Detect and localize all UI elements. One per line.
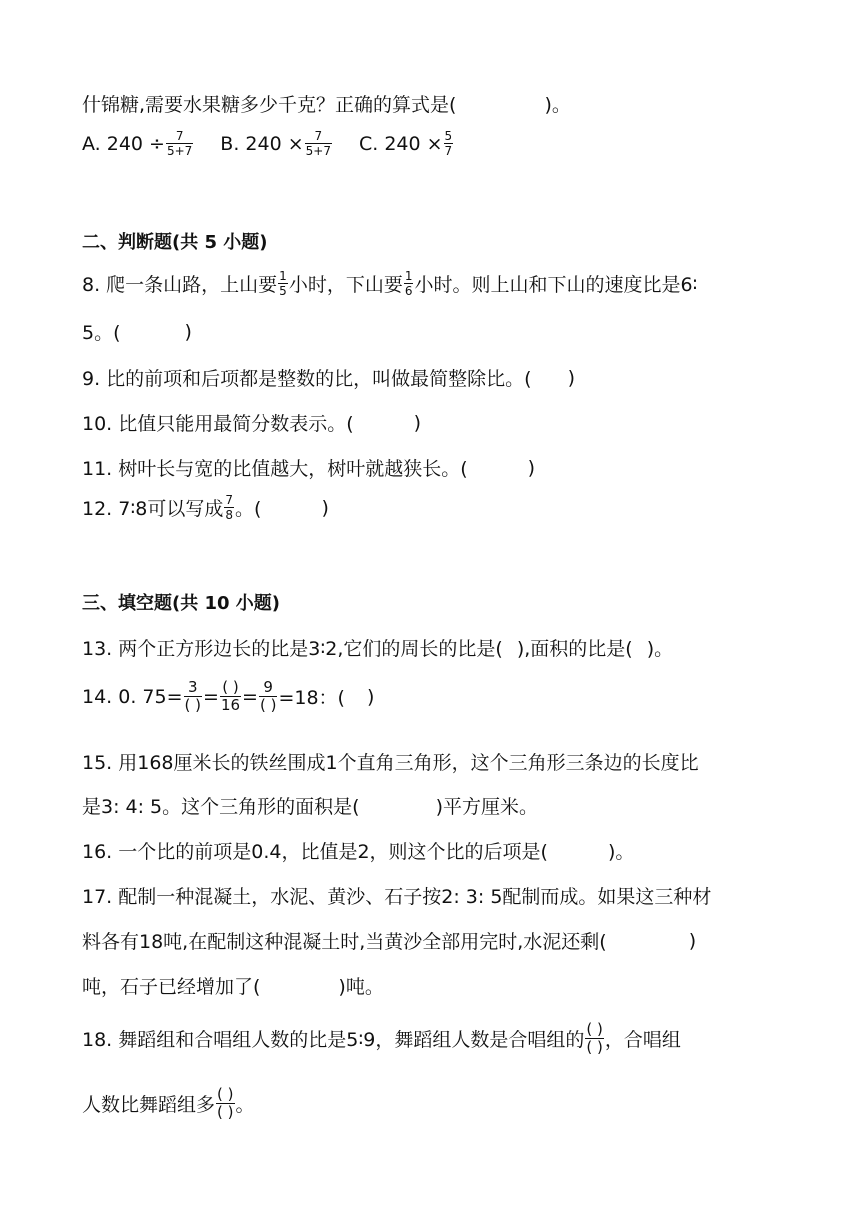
question-10 (82, 409, 421, 436)
q15-line2: 是3: 4: 5。这个三角形的面积是( (82, 796, 360, 818)
q8-fraction-2 (404, 270, 414, 297)
q13-mid: ),面积的比是( (516, 638, 633, 660)
q18-text-c: 人数比舞蹈组多 (82, 1094, 216, 1116)
fraction-denominator: ( ) (184, 696, 202, 714)
q18-fraction-2 (216, 1087, 234, 1120)
q13-close: )。 (646, 638, 674, 660)
question-12 (82, 494, 329, 521)
section-2-title: 二、判断题(共 5 小题) (82, 232, 268, 253)
q8-close: ) (184, 320, 192, 343)
question-14 (82, 680, 374, 713)
q18-fraction-1 (585, 1022, 603, 1055)
fraction-denominator: ( ) (259, 696, 277, 714)
fraction-numerator: 7 (225, 493, 234, 507)
option-b (220, 130, 333, 157)
question-16 (82, 837, 634, 864)
q14-text-a: 14. 0. 75= (82, 685, 183, 708)
q17-close2: ) (688, 929, 697, 952)
equals-sign: = (242, 685, 258, 708)
fraction-denominator: 7 (444, 144, 453, 158)
q18-text-d: 。 (235, 1094, 255, 1116)
option-a-fraction (166, 130, 193, 157)
q8-fraction-1 (278, 270, 288, 297)
q8-text-c: 小时。则上山和下山的速度比是6∶ (414, 274, 698, 296)
question-15-line2 (82, 792, 538, 819)
fraction-numerator: ( ) (586, 1020, 603, 1038)
q11-close: ) (527, 456, 536, 479)
q8-text-b: 小时，下山要 (288, 274, 403, 296)
fraction-denominator: 16 (220, 696, 241, 714)
q9-close: ) (567, 366, 576, 389)
q13-text: 13. 两个正方形边长的比是3∶2,它们的周长的比是( (82, 638, 503, 660)
q11-text: 11. 树叶长与宽的比值越大，树叶就越狭长。( (82, 458, 468, 480)
q8-line2: 5。( (82, 322, 121, 344)
q14-fraction-3 (259, 680, 277, 713)
option-c-label: C. 240 × (358, 132, 443, 155)
q14-text-b: =18：( (278, 687, 345, 709)
q9-text: 9. 比的前项和后项都是整数的比，叫做最简整除比。( (82, 368, 532, 390)
option-b-fraction (305, 130, 332, 157)
question-17-line2 (82, 927, 696, 954)
question-11 (82, 454, 535, 481)
fraction-numerator: 1 (279, 269, 287, 283)
q8-text-a: 8. 爬一条山路，上山要 (82, 274, 278, 296)
q18-text-a: 18. 舞蹈组和合唱组人数的比是5∶9，舞蹈组人数是合唱组的 (82, 1029, 585, 1051)
q17-line3: 吨，石子已经增加了( (82, 976, 261, 998)
q7-text: 什锦糖,需要水果糖多少千克？正确的算式是( (82, 94, 457, 116)
q12-text-b: 。( (235, 498, 262, 520)
question-18-line1 (82, 1022, 681, 1055)
question-8-line2 (82, 318, 192, 345)
option-c (359, 130, 454, 157)
option-c-fraction (444, 130, 454, 157)
q7-close: )。 (544, 94, 571, 116)
fraction-numerator: 5 (444, 129, 453, 143)
q14-fraction-2 (220, 680, 241, 713)
fraction-denominator: 5 (279, 284, 287, 298)
section-3-title: 三、填空题(共 10 小题) (82, 593, 281, 614)
question-8-line1 (82, 270, 698, 297)
fraction-numerator: 7 (314, 129, 323, 143)
fraction-denominator: 5+7 (305, 144, 331, 158)
q10-text: 10. 比值只能用最简分数表示。( (82, 413, 354, 435)
q12-fraction (224, 494, 234, 521)
q16-text: 16. 一个比的前项是0.4，比值是2，则这个比的后项是( (82, 841, 548, 863)
q18-text-b: ，合唱组 (604, 1029, 681, 1051)
q15-close: )平方厘米。 (435, 796, 538, 818)
option-b-label: B. 240 × (220, 132, 304, 155)
q10-close: ) (413, 411, 422, 434)
fraction-denominator: 8 (225, 508, 234, 522)
q17-line2: 料各有18吨,在配制这种混凝土时,当黄沙全部用完时,水泥还剩( (82, 931, 607, 953)
question-17-line1: 17. 配制一种混凝土，水泥、黄沙、石子按2: 3: 5配制而成。如果这三种材 (82, 886, 712, 908)
question-7-options (82, 130, 480, 157)
fraction-numerator: 9 (263, 678, 273, 696)
q12-text-a: 12. 7∶8可以写成 (82, 498, 224, 520)
question-17-line3 (82, 972, 384, 999)
fraction-denominator: 6 (404, 284, 413, 298)
fraction-denominator: ( ) (217, 1103, 234, 1121)
question-9 (82, 364, 575, 391)
q17-close3: )吨。 (338, 976, 384, 998)
question-18-line2 (82, 1087, 255, 1120)
question-15-line1: 15. 用168厘米长的铁丝围成1个直角三角形，这个三角形三条边的长度比 (82, 752, 699, 774)
fraction-numerator: ( ) (222, 678, 239, 696)
fraction-numerator: 7 (175, 129, 184, 143)
fraction-denominator: 5+7 (166, 144, 193, 158)
q14-close: ) (366, 685, 375, 708)
fraction-numerator: ( ) (217, 1085, 234, 1103)
fraction-numerator: 1 (404, 269, 413, 283)
fraction-numerator: 3 (188, 678, 198, 696)
q14-fraction-1 (184, 680, 202, 713)
option-a (82, 130, 194, 157)
equals-sign: = (203, 685, 219, 708)
fraction-denominator: ( ) (586, 1038, 603, 1056)
question-13 (82, 634, 673, 661)
question-7-text (82, 90, 571, 117)
q12-close: ) (321, 496, 329, 519)
option-a-label: A. 240 ÷ (82, 132, 165, 155)
q16-close: )。 (607, 841, 635, 863)
